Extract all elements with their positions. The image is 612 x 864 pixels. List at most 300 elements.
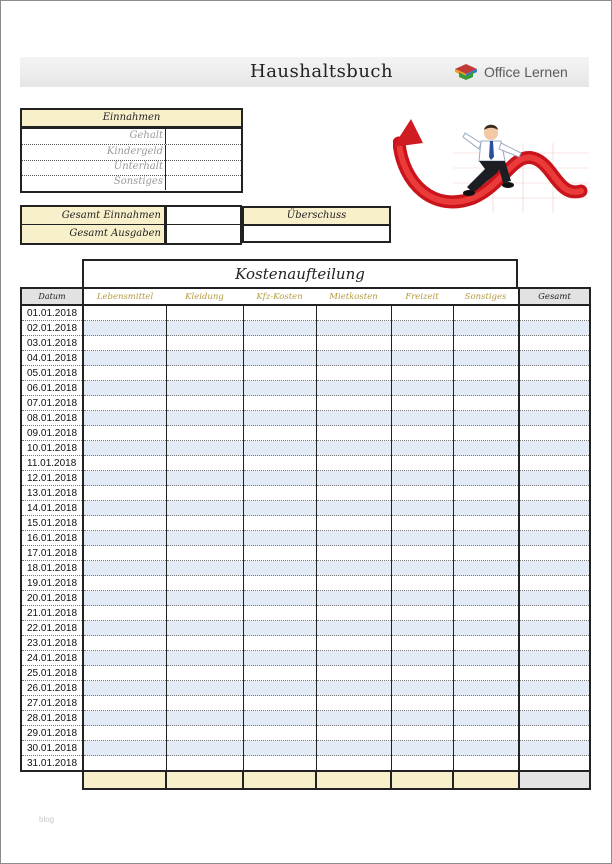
cost-cell[interactable]: [83, 621, 166, 636]
cost-cell[interactable]: [166, 681, 243, 696]
row-total-cell: [519, 711, 590, 726]
cost-cell[interactable]: [391, 336, 453, 351]
cost-cell[interactable]: [391, 561, 453, 576]
table-row: [21, 741, 590, 756]
cost-cell[interactable]: [391, 576, 453, 591]
cost-cell[interactable]: [83, 486, 166, 501]
cost-cell[interactable]: [243, 336, 316, 351]
table-row: [21, 336, 590, 351]
cost-cell[interactable]: [243, 396, 316, 411]
cost-cell[interactable]: [453, 396, 519, 411]
cost-cell[interactable]: [453, 561, 519, 576]
cost-cell[interactable]: [166, 696, 243, 711]
watermark: blog: [39, 815, 55, 824]
table-row: [21, 531, 590, 546]
row-total-cell: [519, 666, 590, 681]
cost-cell[interactable]: [316, 486, 391, 501]
cost-cell[interactable]: [166, 516, 243, 531]
table-row: [21, 606, 590, 621]
cost-cell[interactable]: [453, 305, 519, 321]
row-total-cell: [519, 471, 590, 486]
date-cell: 22.01.2018: [21, 621, 83, 636]
cost-cell[interactable]: [316, 681, 391, 696]
cost-cell[interactable]: [166, 501, 243, 516]
cost-cell[interactable]: [243, 696, 316, 711]
cost-cell[interactable]: [243, 681, 316, 696]
cost-cell[interactable]: [166, 741, 243, 756]
column-header: Kleidung: [166, 288, 243, 305]
row-total-cell: [519, 531, 590, 546]
costs-title: Kostenaufteilung: [82, 259, 518, 287]
cost-cell[interactable]: [453, 381, 519, 396]
income-row[interactable]: [22, 145, 241, 161]
cost-cell[interactable]: [83, 651, 166, 666]
cost-cell[interactable]: [83, 681, 166, 696]
cost-cell[interactable]: [243, 591, 316, 606]
table-row: [21, 381, 590, 396]
column-sum-cell: [83, 771, 166, 789]
cost-cell[interactable]: [391, 305, 453, 321]
row-total-cell: [519, 696, 590, 711]
costs-table: [20, 287, 591, 790]
cost-cell[interactable]: [83, 726, 166, 741]
cost-cell[interactable]: [391, 606, 453, 621]
cost-cell[interactable]: [83, 471, 166, 486]
cost-cell[interactable]: [316, 336, 391, 351]
cost-cell[interactable]: [166, 711, 243, 726]
table-row: [21, 711, 590, 726]
cost-cell[interactable]: [391, 366, 453, 381]
cost-cell[interactable]: [83, 561, 166, 576]
date-cell: 05.01.2018: [21, 366, 83, 381]
cost-cell[interactable]: [316, 711, 391, 726]
cost-cell[interactable]: [83, 516, 166, 531]
cost-cell[interactable]: [243, 621, 316, 636]
cost-cell[interactable]: [243, 531, 316, 546]
cost-cell[interactable]: [453, 666, 519, 681]
date-cell: 12.01.2018: [21, 471, 83, 486]
cost-cell[interactable]: [453, 501, 519, 516]
cost-cell[interactable]: [243, 516, 316, 531]
cost-cell[interactable]: [166, 651, 243, 666]
cost-cell[interactable]: [166, 621, 243, 636]
costs-body: [21, 305, 590, 789]
cost-cell[interactable]: [83, 441, 166, 456]
cost-cell[interactable]: [83, 531, 166, 546]
row-total-cell: [519, 381, 590, 396]
date-cell: 21.01.2018: [21, 606, 83, 621]
cost-cell[interactable]: [391, 471, 453, 486]
cost-cell[interactable]: [453, 471, 519, 486]
cost-cell[interactable]: [243, 756, 316, 772]
date-cell: 10.01.2018: [21, 441, 83, 456]
sum-row-spacer: [21, 771, 83, 789]
cost-cell[interactable]: [83, 321, 166, 336]
row-total-cell: [519, 321, 590, 336]
cost-cell[interactable]: [83, 411, 166, 426]
cost-cell[interactable]: [453, 546, 519, 561]
cost-cell[interactable]: [316, 456, 391, 471]
cost-cell[interactable]: [83, 711, 166, 726]
cost-cell[interactable]: [391, 486, 453, 501]
cost-cell[interactable]: [316, 741, 391, 756]
cost-cell[interactable]: [83, 606, 166, 621]
cost-cell[interactable]: [83, 336, 166, 351]
cost-cell[interactable]: [316, 606, 391, 621]
cost-cell[interactable]: [243, 305, 316, 321]
cost-cell[interactable]: [453, 741, 519, 756]
date-cell: 20.01.2018: [21, 591, 83, 606]
cost-cell[interactable]: [391, 591, 453, 606]
cost-cell[interactable]: [316, 381, 391, 396]
column-header: Kfz-Kosten: [243, 288, 316, 305]
cost-cell[interactable]: [83, 741, 166, 756]
surplus-value[interactable]: [242, 224, 391, 243]
cost-cell[interactable]: [316, 756, 391, 772]
date-cell: 07.01.2018: [21, 396, 83, 411]
date-cell: 13.01.2018: [21, 486, 83, 501]
cost-cell[interactable]: [166, 336, 243, 351]
cost-cell[interactable]: [316, 441, 391, 456]
cost-cell[interactable]: [316, 696, 391, 711]
cost-cell[interactable]: [391, 621, 453, 636]
column-sum-cell: [166, 771, 243, 789]
cost-cell[interactable]: [243, 486, 316, 501]
cost-cell[interactable]: [166, 576, 243, 591]
date-cell: 26.01.2018: [21, 681, 83, 696]
table-row: [21, 681, 590, 696]
cost-cell[interactable]: [453, 756, 519, 772]
cost-cell[interactable]: [391, 666, 453, 681]
cost-cell[interactable]: [453, 531, 519, 546]
cost-cell[interactable]: [453, 321, 519, 336]
cost-cell[interactable]: [391, 441, 453, 456]
date-cell: 31.01.2018: [21, 756, 83, 772]
date-cell: 04.01.2018: [21, 351, 83, 366]
income-divider: [165, 160, 166, 175]
cost-cell[interactable]: [316, 411, 391, 426]
cost-cell[interactable]: [243, 606, 316, 621]
row-total-cell: [519, 561, 590, 576]
cost-cell[interactable]: [453, 696, 519, 711]
column-sum-cell: [391, 771, 453, 789]
cost-cell[interactable]: [316, 471, 391, 486]
table-row: [21, 396, 590, 411]
cost-cell[interactable]: [243, 636, 316, 651]
cost-cell[interactable]: [243, 711, 316, 726]
income-row[interactable]: [22, 160, 241, 176]
cost-cell[interactable]: [316, 305, 391, 321]
cost-cell[interactable]: [316, 546, 391, 561]
row-total-cell: [519, 411, 590, 426]
date-cell: 18.01.2018: [21, 561, 83, 576]
row-total-cell: [519, 501, 590, 516]
date-cell: 29.01.2018: [21, 726, 83, 741]
table-row: [21, 666, 590, 681]
totals-divider: [165, 224, 240, 225]
row-total-cell: [519, 726, 590, 741]
table-row: [21, 621, 590, 636]
cost-cell[interactable]: [243, 546, 316, 561]
cost-cell[interactable]: [243, 501, 316, 516]
table-row: [21, 591, 590, 606]
cost-cell[interactable]: [316, 396, 391, 411]
cost-cell[interactable]: [83, 591, 166, 606]
cost-cell[interactable]: [243, 471, 316, 486]
cost-cell[interactable]: [166, 606, 243, 621]
cost-cell[interactable]: [166, 636, 243, 651]
column-header: Lebensmittel: [83, 288, 166, 305]
cost-cell[interactable]: [243, 576, 316, 591]
businessman-on-red-arrow-illustration: [393, 113, 589, 221]
cost-cell[interactable]: [316, 366, 391, 381]
cost-cell[interactable]: [391, 411, 453, 426]
cost-cell[interactable]: [243, 381, 316, 396]
cost-cell[interactable]: [166, 305, 243, 321]
table-row: [21, 546, 590, 561]
cost-cell[interactable]: [83, 696, 166, 711]
cost-cell[interactable]: [243, 441, 316, 456]
graduation-cap-icon: [454, 62, 478, 82]
cost-cell[interactable]: [391, 426, 453, 441]
cost-cell[interactable]: [391, 696, 453, 711]
cost-cell[interactable]: [166, 726, 243, 741]
cost-cell[interactable]: [316, 501, 391, 516]
cost-cell[interactable]: [166, 366, 243, 381]
cost-cell[interactable]: [83, 666, 166, 681]
logo-text: Office Lernen: [484, 64, 568, 80]
cost-cell[interactable]: [243, 366, 316, 381]
row-total-cell: [519, 756, 590, 772]
cost-cell[interactable]: [391, 381, 453, 396]
cost-cell[interactable]: [166, 426, 243, 441]
cost-cell[interactable]: [243, 561, 316, 576]
income-table: [20, 127, 243, 193]
cost-cell[interactable]: [453, 441, 519, 456]
cost-cell[interactable]: [316, 576, 391, 591]
cost-cell[interactable]: [391, 711, 453, 726]
date-cell: 06.01.2018: [21, 381, 83, 396]
cost-cell[interactable]: [83, 396, 166, 411]
cost-cell[interactable]: [316, 591, 391, 606]
total-column-header: Gesamt: [519, 288, 590, 305]
row-total-cell: [519, 396, 590, 411]
cost-cell[interactable]: [391, 396, 453, 411]
cost-cell[interactable]: [243, 741, 316, 756]
column-header: Freizeit: [391, 288, 453, 305]
cost-cell[interactable]: [391, 501, 453, 516]
cost-cell[interactable]: [453, 516, 519, 531]
cost-cell[interactable]: [391, 531, 453, 546]
date-cell: 23.01.2018: [21, 636, 83, 651]
table-row: [21, 305, 590, 321]
table-row: [21, 501, 590, 516]
cost-cell[interactable]: [166, 396, 243, 411]
row-total-cell: [519, 441, 590, 456]
cost-cell[interactable]: [453, 426, 519, 441]
page-title: Haushaltsbuch: [250, 61, 394, 82]
cost-cell[interactable]: [83, 426, 166, 441]
income-heading: Einnahmen: [20, 108, 243, 128]
cost-cell[interactable]: [391, 681, 453, 696]
cost-cell[interactable]: [243, 351, 316, 366]
cost-cell[interactable]: [166, 486, 243, 501]
cost-cell[interactable]: [453, 621, 519, 636]
cost-cell[interactable]: [316, 726, 391, 741]
date-cell: 01.01.2018: [21, 305, 83, 321]
cost-cell[interactable]: [391, 351, 453, 366]
cost-cell[interactable]: [166, 561, 243, 576]
column-sum-cell: [316, 771, 391, 789]
title-bar: [20, 57, 589, 87]
income-divider: [165, 129, 166, 144]
cost-cell[interactable]: [83, 546, 166, 561]
income-label: Gehalt: [129, 130, 163, 141]
row-total-cell: [519, 336, 590, 351]
cost-cell[interactable]: [166, 756, 243, 772]
cost-cell[interactable]: [453, 486, 519, 501]
row-total-cell: [519, 516, 590, 531]
cost-cell[interactable]: [316, 561, 391, 576]
date-cell: 27.01.2018: [21, 696, 83, 711]
cost-cell[interactable]: [83, 381, 166, 396]
row-total-cell: [519, 636, 590, 651]
row-total-cell: [519, 546, 590, 561]
cost-cell[interactable]: [453, 681, 519, 696]
cost-cell[interactable]: [166, 351, 243, 366]
cost-cell[interactable]: [316, 426, 391, 441]
cost-cell[interactable]: [83, 456, 166, 471]
cost-cell[interactable]: [391, 516, 453, 531]
row-total-cell: [519, 741, 590, 756]
totals-labels: [20, 205, 167, 245]
cost-cell[interactable]: [453, 591, 519, 606]
total-expense-label: Gesamt Ausgaben: [69, 228, 161, 239]
row-total-cell: [519, 366, 590, 381]
cost-cell[interactable]: [83, 756, 166, 772]
cost-cell[interactable]: [166, 381, 243, 396]
cost-cell[interactable]: [166, 456, 243, 471]
cost-cell[interactable]: [316, 531, 391, 546]
cost-cell[interactable]: [166, 411, 243, 426]
row-total-cell: [519, 621, 590, 636]
cost-cell[interactable]: [83, 576, 166, 591]
cost-cell[interactable]: [243, 456, 316, 471]
table-row: [21, 696, 590, 711]
cost-cell[interactable]: [391, 636, 453, 651]
cost-cell[interactable]: [391, 546, 453, 561]
cost-cell[interactable]: [391, 651, 453, 666]
table-row: [21, 441, 590, 456]
cost-cell[interactable]: [453, 711, 519, 726]
cost-cell[interactable]: [166, 321, 243, 336]
cost-cell[interactable]: [166, 531, 243, 546]
table-row: [21, 366, 590, 381]
cost-cell[interactable]: [453, 411, 519, 426]
cost-cell[interactable]: [391, 321, 453, 336]
income-label: Sonstiges: [113, 176, 163, 187]
cost-cell[interactable]: [166, 471, 243, 486]
date-cell: 15.01.2018: [21, 516, 83, 531]
cost-cell[interactable]: [243, 651, 316, 666]
cost-cell[interactable]: [166, 666, 243, 681]
date-cell: 19.01.2018: [21, 576, 83, 591]
income-row[interactable]: [22, 175, 241, 190]
cost-cell[interactable]: [83, 351, 166, 366]
cost-cell[interactable]: [453, 336, 519, 351]
column-sum-cell: [453, 771, 519, 789]
row-total-cell: [519, 576, 590, 591]
cost-cell[interactable]: [316, 321, 391, 336]
cost-cell[interactable]: [453, 366, 519, 381]
table-row: [21, 426, 590, 441]
cost-cell[interactable]: [243, 411, 316, 426]
totals-values[interactable]: [164, 205, 242, 245]
cost-cell[interactable]: [316, 651, 391, 666]
cost-cell[interactable]: [316, 351, 391, 366]
cost-cell[interactable]: [391, 456, 453, 471]
cost-cell[interactable]: [316, 636, 391, 651]
table-row: [21, 516, 590, 531]
cost-cell[interactable]: [166, 591, 243, 606]
total-income-label: Gesamt Einnahmen: [22, 207, 165, 225]
table-row: [21, 486, 590, 501]
cost-cell[interactable]: [83, 501, 166, 516]
cost-cell[interactable]: [83, 636, 166, 651]
cost-cell[interactable]: [83, 305, 166, 321]
office-lernen-logo: [454, 62, 568, 82]
table-row: [21, 471, 590, 486]
cost-cell[interactable]: [316, 621, 391, 636]
income-divider: [165, 175, 166, 190]
row-total-cell: [519, 456, 590, 471]
cost-cell[interactable]: [243, 321, 316, 336]
cost-cell[interactable]: [166, 441, 243, 456]
cost-cell[interactable]: [316, 666, 391, 681]
column-header: Sonstiges: [453, 288, 519, 305]
cost-cell[interactable]: [453, 726, 519, 741]
cost-cell[interactable]: [391, 741, 453, 756]
cost-cell[interactable]: [316, 516, 391, 531]
date-cell: 09.01.2018: [21, 426, 83, 441]
date-cell: 03.01.2018: [21, 336, 83, 351]
table-row: [21, 321, 590, 336]
cost-cell[interactable]: [453, 651, 519, 666]
cost-cell[interactable]: [243, 666, 316, 681]
date-cell: 08.01.2018: [21, 411, 83, 426]
cost-cell[interactable]: [166, 546, 243, 561]
cost-cell[interactable]: [453, 351, 519, 366]
date-cell: 24.01.2018: [21, 651, 83, 666]
cost-cell[interactable]: [243, 726, 316, 741]
cost-cell[interactable]: [453, 456, 519, 471]
cost-cell[interactable]: [391, 756, 453, 772]
cost-cell[interactable]: [243, 426, 316, 441]
sum-row: [21, 771, 590, 789]
cost-cell[interactable]: [453, 636, 519, 651]
cost-cell[interactable]: [83, 366, 166, 381]
cost-cell[interactable]: [453, 606, 519, 621]
cost-cell[interactable]: [453, 576, 519, 591]
costs-header-row: [21, 288, 590, 305]
row-total-cell: [519, 606, 590, 621]
date-cell: 30.01.2018: [21, 741, 83, 756]
income-row[interactable]: [22, 129, 241, 145]
column-header: Mietkosten: [316, 288, 391, 305]
date-cell: 17.01.2018: [21, 546, 83, 561]
income-divider: [165, 145, 166, 160]
cost-cell[interactable]: [391, 726, 453, 741]
